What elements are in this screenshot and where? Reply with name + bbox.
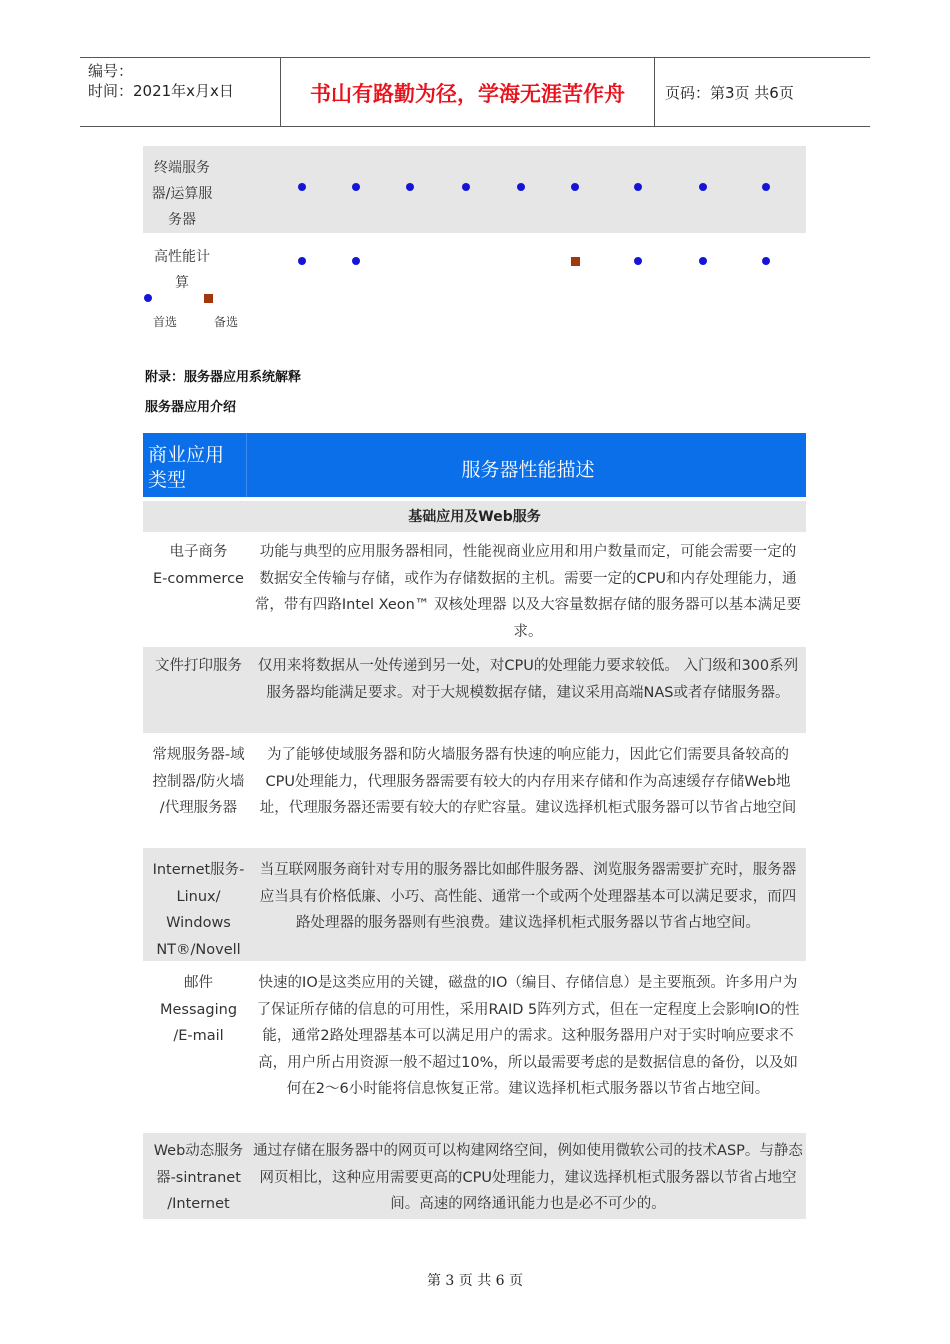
document-time: 时间：2021年x月x日	[88, 82, 234, 100]
preferred-dot	[762, 183, 770, 191]
document-number: 编号：	[88, 62, 134, 80]
preferred-dot	[352, 183, 360, 191]
preferred-dot	[634, 257, 642, 265]
header-info-cell	[80, 58, 281, 126]
header-motto: 书山有路勤为径，学海无涯苦作舟	[310, 81, 625, 106]
dots-row-label: 终端服务 器/运算服 务器	[151, 160, 213, 228]
page-footer: 第 3 页 共 6 页	[426, 1273, 524, 1289]
row-type: 邮件 Messaging /E-mail	[159, 975, 238, 1044]
row-description: 为了能够使域服务器和防火墙服务器有快速的响应能力，因此它们需要具备较高的CPU处理能力，代理服务器需要有较大的内存用来存储和作为高速缓存存储Web地址，代理服务器还需要有较大的存贮容量。建议选择机柜式服务器可以节省占地空间	[259, 747, 797, 816]
row-description: 功能与典型的应用服务器相同，性能视商业应用和用户数量而定，可能会需要一定的数据安全传输与存储，或作为存储数据的主机。需要一定的CPU和内存处理能力，通常，带有四路Intel Xeon™ 双核处理器 以及大容量数据存储的服务器可以基本满足要求。	[254, 544, 802, 640]
appendix-title: 附录：服务器应用系统解释	[145, 370, 302, 385]
preferred-dot	[517, 183, 525, 191]
row-type: Web动态服务 器-sintranet /Internet	[153, 1143, 244, 1212]
table-row	[143, 848, 806, 961]
row-description: 仅用来将数据从一处传递到另一处，对CPU的处理能力要求较低。 入门级和300系列服务器均能满足要求。对于大规模数据存储，建议采用高端NAS或者存储服务器。	[257, 658, 799, 701]
preferred-dot	[406, 183, 414, 191]
row-description: 快速的IO是这类应用的关键，磁盘的IO（编目、存储信息）是主要瓶颈。许多用户为了保证所存储的信息的可用性，采用RAID 5阵列方式，但在一定程度上会影响IO的性能，通常2路处理器基本可以满足用户的需求。这种服务器用户对于实时响应要求不高，用户所占用资源一般不超过10%，所以最需要考虑的是数据信息的备份，以及如何在2～6小时能将信息恢复正常。建议选择机柜式服务器以节省占地空间。	[256, 975, 800, 1097]
table-row	[143, 966, 806, 1130]
row-type: 常规服务器-域 控制器/防火墙 /代理服务器	[152, 747, 245, 816]
table-row	[143, 1133, 806, 1219]
legend-preferred-label: 首选	[153, 315, 178, 329]
column-header-description: 服务器性能描述	[461, 459, 595, 481]
table-row	[143, 537, 806, 645]
preferred-dot	[699, 257, 707, 265]
column-header-type: 商业应用 类型	[148, 444, 225, 491]
table-header	[143, 433, 806, 497]
legend-optional-square	[204, 294, 213, 303]
preferred-dot	[762, 257, 770, 265]
section-heading: 基础应用及Web服务	[143, 501, 806, 532]
preferred-dot	[298, 257, 306, 265]
header-motto-cell	[281, 58, 655, 126]
optional-square	[571, 257, 580, 266]
row-type: 电子商务 E-commerce	[153, 544, 244, 587]
dots-row-terminal-server	[143, 146, 806, 233]
header-page-cell	[655, 58, 870, 126]
page-header	[80, 57, 870, 127]
intro-title: 服务器应用介绍	[145, 400, 237, 415]
header-page-number: 页码：第3页 共6页	[665, 84, 794, 102]
preferred-dot	[699, 183, 707, 191]
legend-optional-label: 备选	[214, 315, 239, 329]
table-row	[143, 738, 806, 846]
dots-row-hpc	[143, 233, 806, 293]
preferred-dot	[571, 183, 579, 191]
preferred-dot	[462, 183, 470, 191]
row-type: Internet服务- Linux/ Windows NT®/Novell	[152, 862, 245, 958]
row-description: 通过存储在服务器中的网页可以构建网络空间，例如使用微软公司的技术ASP。与静态网页相比，这种应用需要更高的CPU处理能力，建议选择机柜式服务器以节省占地空间。高速的网络通讯能力也是必不可少的。	[253, 1143, 803, 1212]
row-type: 文件打印服务	[155, 658, 242, 674]
legend-preferred-dot	[144, 294, 152, 302]
row-description: 当互联网服务商针对专用的服务器比如邮件服务器、浏览服务器需要扩充时，服务器应当具有价格低廉、小巧、高性能、通常一个或两个处理器基本可以满足要求，而四路处理器的服务器则有些浪费。建议选择机柜式服务器以节省占地空间。	[259, 862, 797, 931]
preferred-dot	[298, 183, 306, 191]
table-row	[143, 647, 806, 733]
dots-row-label: 高性能计 算	[154, 249, 210, 291]
preferred-dot	[352, 257, 360, 265]
preferred-dot	[634, 183, 642, 191]
